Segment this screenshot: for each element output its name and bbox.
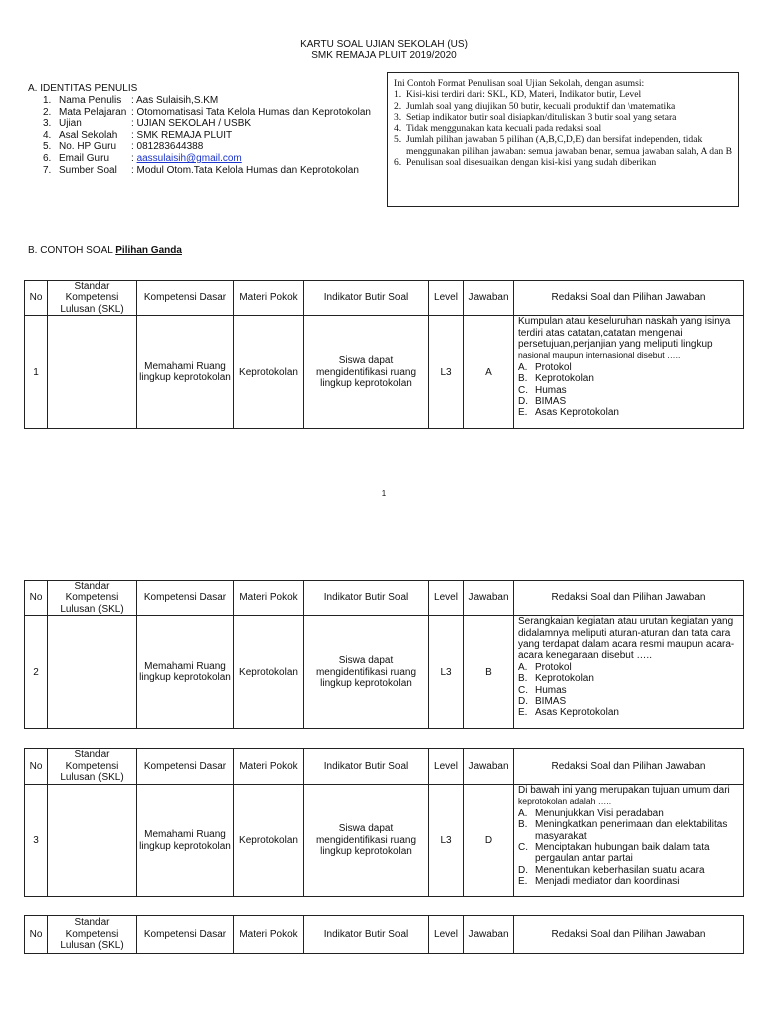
question-skl	[48, 316, 137, 429]
header-materi: Materi Pokok	[234, 916, 304, 954]
header-materi: Materi Pokok	[234, 749, 304, 785]
question-stem-cont: keprotokolan adalah …..	[518, 796, 612, 807]
assumption-item: 2. Jumlah soal yang diujikan 50 butir, kecuali produktif dan \matematika	[394, 100, 676, 112]
question-level: L3	[429, 616, 464, 729]
header-kd: Kompetensi Dasar	[137, 581, 234, 616]
identitas-item: 1. Nama Penulis : Aas Sulaisih,S.KM	[43, 95, 219, 106]
header-kd: Kompetensi Dasar	[137, 749, 234, 785]
header-no: No	[25, 916, 48, 954]
answer-option: D. BIMAS	[518, 696, 567, 708]
header-jawaban: Jawaban	[464, 916, 514, 954]
table-header-row	[25, 581, 744, 616]
section-b-heading: B. CONTOH SOAL Pilihan Ganda	[28, 245, 182, 256]
question-redaksi	[514, 316, 744, 429]
document-title: KARTU SOAL UJIAN SEKOLAH (US)	[300, 39, 468, 50]
question-stem: Kumpulan atau keseluruhan naskah yang isinya terdiri atas catatan,catatan mengenai persetujuan,perjanjian yang meliputi lingkup	[518, 316, 731, 351]
identitas-list	[43, 95, 371, 176]
header-redaksi: Redaksi Soal dan Pilihan Jawaban	[514, 749, 744, 785]
question-materi: Keprotokolan	[234, 785, 304, 897]
document-subtitle: SMK REMAJA PLUIT 2019/2020	[311, 50, 457, 61]
question-table-4	[24, 915, 744, 954]
table-row	[25, 616, 744, 729]
answer-option: C. Humas	[518, 684, 567, 696]
email-link[interactable]: aassulaisih@gmail.com	[136, 152, 242, 164]
question-indikator: Siswa dapat mengidentifikasi ruang lingkup keprotokolan	[304, 785, 429, 897]
answer-option: E. Asas Keprotokolan	[518, 707, 619, 719]
assumptions-box	[387, 72, 739, 207]
question-kd: Memahami Ruang lingkup keprotokolan	[137, 616, 234, 729]
question-kd: Memahami Ruang lingkup keprotokolan	[137, 785, 234, 897]
answer-option: D. Menentukan keberhasilan suatu acara	[518, 864, 705, 876]
question-table-3	[24, 748, 744, 897]
table-row	[25, 316, 744, 429]
table-header-row	[25, 281, 744, 316]
question-level: L3	[429, 316, 464, 429]
header-materi: Materi Pokok	[234, 581, 304, 616]
header-level: Level	[429, 916, 464, 954]
header-skl: Standar Kompetensi Lulusan (SKL)	[48, 749, 137, 785]
question-redaksi	[514, 785, 744, 897]
question-no: 1	[25, 316, 48, 429]
assumption-item: 4. Tidak menggunakan kata kecuali pada redaksi soal	[394, 123, 602, 135]
identitas-item: 5. No. HP Guru : 081283644388	[43, 141, 204, 153]
question-skl	[48, 785, 137, 897]
header-kd: Kompetensi Dasar	[137, 916, 234, 954]
identitas-item: 7. Sumber Soal : Modul Otom.Tata Kelola Humas dan Keprotokolan	[43, 164, 359, 176]
header-indikator: Indikator Butir Soal	[304, 916, 429, 954]
header-jawaban: Jawaban	[464, 581, 514, 616]
header-redaksi: Redaksi Soal dan Pilihan Jawaban	[514, 581, 744, 616]
question-stem: Di bawah ini yang merupakan tujuan umum dari	[518, 785, 730, 796]
question-jawaban: D	[464, 785, 514, 897]
answer-option: A. Menunjukkan Visi peradaban	[518, 807, 664, 819]
header-materi: Materi Pokok	[234, 281, 304, 316]
header-level: Level	[429, 749, 464, 785]
question-table-2	[24, 580, 744, 729]
question-no: 3	[25, 785, 48, 897]
header-jawaban: Jawaban	[464, 749, 514, 785]
answer-option: B. Keprotokolan	[518, 373, 594, 385]
header-skl: Standar Kompetensi Lulusan (SKL)	[48, 581, 137, 616]
header-no: No	[25, 281, 48, 316]
assumption-item: 5. Jumlah pilihan jawaban 5 pilihan (A,B,C,D,E) dan bersifat independen, tidak menggunakan pilihan jawaban: semua jawaban benar, semua jawaban salah, A dan B	[394, 134, 732, 157]
answer-option: B. Keprotokolan	[518, 673, 594, 685]
question-indikator: Siswa dapat mengidentifikasi ruang lingkup keprotokolan	[304, 316, 429, 429]
header-redaksi: Redaksi Soal dan Pilihan Jawaban	[514, 281, 744, 316]
question-materi: Keprotokolan	[234, 616, 304, 729]
answer-option: D. BIMAS	[518, 396, 567, 408]
answer-option: A. Protokol	[518, 661, 572, 673]
question-redaksi	[514, 616, 744, 729]
question-jawaban: B	[464, 616, 514, 729]
answer-option: C. Humas	[518, 384, 567, 396]
answer-option: E. Menjadi mediator dan koordinasi	[518, 876, 680, 888]
assumption-item: 3. Setiap indikator butir soal disiapkan/dituliskan 3 butir soal yang setara	[394, 111, 677, 123]
identitas-item: 6. Email Guru : aassulaisih@gmail.com	[43, 152, 242, 164]
header-indikator: Indikator Butir Soal	[304, 749, 429, 785]
header-level: Level	[429, 281, 464, 316]
header-level: Level	[429, 581, 464, 616]
header-jawaban: Jawaban	[464, 281, 514, 316]
question-jawaban: A	[464, 316, 514, 429]
header-redaksi: Redaksi Soal dan Pilihan Jawaban	[514, 916, 744, 954]
header-no: No	[25, 749, 48, 785]
header-indikator: Indikator Butir Soal	[304, 281, 429, 316]
answer-option: C. Menciptakan hubungan baik dalam tata pergaulan antar partai	[518, 842, 710, 865]
header-indikator: Indikator Butir Soal	[304, 581, 429, 616]
assumptions-intro: Ini Contoh Format Penulisan soal Ujian Sekolah, dengan asumsi:	[394, 78, 645, 89]
identitas-item: 3. Ujian : UJIAN SEKOLAH / USBK	[43, 118, 252, 130]
question-table-1	[24, 280, 744, 429]
answer-option: E. Asas Keprotokolan	[518, 407, 619, 419]
question-no: 2	[25, 616, 48, 729]
question-kd: Memahami Ruang lingkup keprotokolan	[137, 316, 234, 429]
answer-option: A. Protokol	[518, 361, 572, 373]
header-no: No	[25, 581, 48, 616]
table-header-row	[25, 916, 744, 954]
header-skl: Standar Kompetensi Lulusan (SKL)	[48, 281, 137, 316]
identitas-item: 2. Mata Pelajaran : Otomomatisasi Tata Kelola Humas dan Keprotokolan	[43, 106, 371, 118]
header-skl: Standar Kompetensi Lulusan (SKL)	[48, 916, 137, 954]
table-row	[25, 785, 744, 897]
header-kd: Kompetensi Dasar	[137, 281, 234, 316]
identitas-item: 4. Asal Sekolah : SMK REMAJA PLUIT	[43, 129, 233, 141]
question-indikator: Siswa dapat mengidentifikasi ruang lingkup keprotokolan	[304, 616, 429, 729]
assumption-item: 6. Penulisan soal disesuaikan dengan kisi-kisi yang sudah diberikan	[394, 157, 657, 169]
identitas-heading: A. IDENTITAS PENULIS	[28, 83, 138, 94]
question-skl	[48, 616, 137, 729]
page-number: 1	[381, 489, 387, 498]
answer-option: B. Meningkatkan penerimaan dan elektabilitas masyarakat	[518, 819, 728, 842]
question-level: L3	[429, 785, 464, 897]
question-stem: Serangkaian kegiatan atau urutan kegiatan yang didalamnya meliputi aturan-aturan dan tata cara yang terdapat dalam acara resmi maupun acara-acara kenegaraan disebut …..	[518, 616, 735, 662]
table-header-row	[25, 749, 744, 785]
assumption-item: 1. Kisi-kisi terdiri dari: SKL, KD, Materi, Indikator butir, Level	[394, 89, 642, 101]
question-materi: Keprotokolan	[234, 316, 304, 429]
question-stem-cont: nasional maupun internasional disebut …..	[518, 350, 681, 361]
